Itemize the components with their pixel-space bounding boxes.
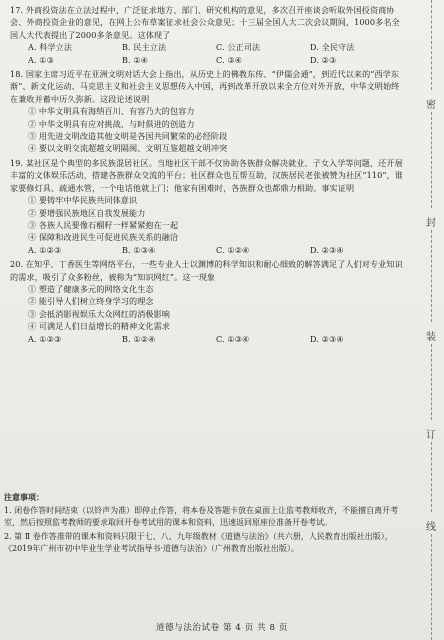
q19-option-c: C. ①②④: [216, 244, 250, 255]
q20-statement-1: ① 塑造了健康多元的网络文化生态: [28, 283, 154, 294]
binding-char-mi: 密: [426, 100, 436, 111]
q19-option-b: B. ①③④: [122, 244, 156, 255]
q19-statement-1: ① 要铸牢中华民族共同体意识: [28, 195, 138, 206]
question-17: [4, 4, 404, 66]
q19-option-d: D. ②③④: [310, 244, 344, 255]
binding-dash-line: [431, 442, 432, 512]
notes-section: [4, 491, 404, 556]
binding-dash-line: [431, 230, 432, 322]
binding-dash-line: [431, 0, 432, 90]
binding-char-ding: 订: [426, 430, 436, 441]
q18-statement-1: ① 中华文明具有海纳百川、有容乃大的包容力: [28, 106, 195, 117]
binding-margin: [404, 0, 444, 640]
question-19: [4, 157, 404, 256]
question-17-stem: 17. 外商投资法在立法过程中，广泛征求地方、部门、研究机构的意见，多次召开座谈会听取外国投资商协会、外商投资企业的意见，在网上公布草案征求社会公众意见；十三届全国人大二次会议期间，1000多名全国人大代表提出了2000多条意见。这体现了: [10, 5, 400, 40]
page-footer: 道德与法治试卷 第 4 页 共 8 页: [156, 623, 288, 633]
binding-dash-line: [431, 344, 432, 420]
q20-option-c: C. ①③④: [216, 333, 250, 344]
q19-option-a: A. ①②③: [28, 244, 62, 255]
q17-option-a: A. 科学立法: [28, 42, 73, 53]
notes-item-2: 2. 第 Ⅱ 卷作答准带的课本和资料只限于七、八、九年级教材《道德与法治》（共六册，人民教育出版社出版），《2019年广州市初中毕业生学业考试指导书·道德与法治》（广州教育出版社出版）。: [4, 531, 393, 553]
q18-statement-2: ② 中华文明具有应对挑战、与时俱进的创造力: [28, 118, 195, 129]
question-18-stem: 18. 国家主席习近平在亚洲文明对话大会上指出，从历史上的佛教东传、“伊儒会通”，到近代以来的“西学东渐”、新文化运动、马克思主义和社会主义思想传入中国，再到改革开放以来全方位对外开放，中华文明始终在兼收并蓄中历久弥新。这段论述说明: [10, 69, 400, 104]
q18-statement-4: ④ 要以文明交流超越文明隔阂、文明互鉴超越文明冲突: [28, 143, 228, 154]
q20-option-d: D. ②③④: [310, 333, 344, 344]
question-20-stem: 20. 在知乎、丁香医生等网络平台，一些专业人士以渊博的科学知识和耐心细致的解答满足了人们对专业知识的需求，吸引了众多粉丝，被称为“知识网红”。这一现象: [10, 259, 403, 282]
binding-dash-line: [431, 112, 432, 208]
binding-char-zhuang: 装: [426, 332, 436, 343]
q19-statement-3: ③ 各族人民要像石榴籽一样紧紧抱在一起: [28, 219, 179, 230]
q18-statement-3: ③ 用先进文明改造其他文明是各国共同繁荣的必经阶段: [28, 131, 228, 142]
q20-option-a: A. ①②③: [28, 333, 62, 344]
q19-statement-4: ④ 保障和改进民生可促进民族关系的融洽: [28, 232, 179, 243]
question-17-combos: [4, 54, 404, 66]
notes-item-1: 1. 闭卷作答时间结束（以铃声为准）即停止作答，将本卷及答题卡放在桌面上让监考教师收齐，不能擅自离开考室，然后按照监考教师的要求取回开卷考试用的课本和资料，迅速返回原座位准备开卷考试。: [4, 506, 399, 528]
binding-char-feng: 封: [426, 218, 436, 229]
q17-option-c: C. 公正司法: [216, 42, 261, 53]
q20-statement-4: ④ 可满足人们日益增长的精神文化需求: [28, 321, 170, 332]
q17-combo-d: D. ②③: [310, 54, 337, 65]
q20-statement-3: ③ 会抵消影视娱乐大众网红的消极影响: [28, 308, 170, 319]
q17-combo-a: A. ①③: [28, 54, 55, 65]
q17-option-d: D. 全民守法: [310, 42, 355, 53]
q17-combo-c: C. ③④: [216, 54, 243, 65]
question-19-stem: 19. 某社区是个典型的多民族混居社区。当地社区干部不仅协助各族群众解决就业、子女入学等问题，还开展丰富的文体娱乐活动，搭建各族群众交流的平台；社区群众也互帮互助，汉族居民老张被赞为社区“110”，谁家要修灯具、疏通水管，一个电话他就上门；他家有困难时，各族群众也都鼎力相助。事实证明: [10, 157, 403, 193]
binding-dash-line: [431, 534, 432, 640]
q17-combo-b: B. ②④: [122, 54, 149, 65]
q20-statement-2: ② 能引导人们树立终身学习的理念: [28, 296, 154, 307]
q17-option-b: B. 民主立法: [122, 42, 167, 53]
question-20: [4, 258, 404, 345]
question-17-options: [4, 41, 404, 53]
binding-char-xian: 线: [426, 522, 436, 533]
questions-area: [4, 4, 404, 347]
question-19-options: [4, 244, 404, 256]
question-18: [4, 68, 404, 155]
question-20-options: [4, 333, 404, 345]
notes-heading: 注意事项：: [4, 492, 44, 502]
q19-statement-2: ② 要增强民族地区自我发展能力: [28, 207, 146, 218]
q20-option-b: B. ①②④: [122, 333, 156, 344]
